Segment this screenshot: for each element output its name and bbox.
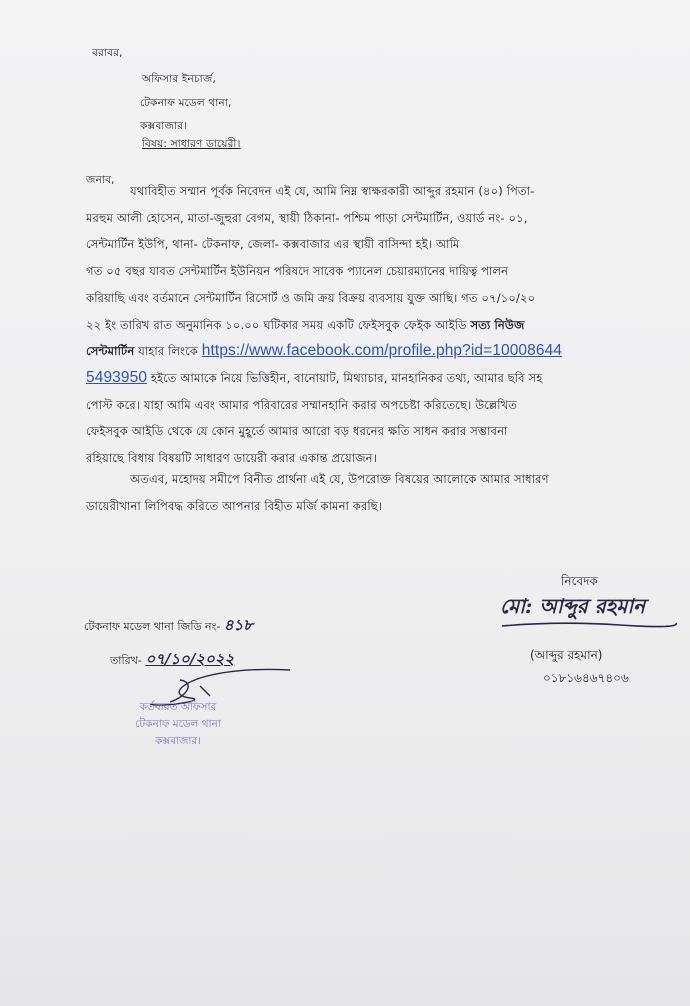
body-line: গত ০৫ বছর যাবত সেন্টমার্টিন ইউনিয়ন পরিষদে সাবেক প্যানেল চেয়ারম্যানের দায়িত্ব পালন — [86, 264, 509, 279]
gd-number: ৪১৮ — [223, 616, 254, 634]
body-line — [86, 338, 652, 365]
body-text: যাহার লিংকে — [134, 344, 202, 359]
salutation: বরাবর, — [92, 47, 123, 59]
body-line — [86, 312, 652, 339]
signature-label: নিবেদক — [561, 574, 598, 588]
recipient-line-1: অফিসার ইনচার্জ, — [142, 73, 217, 85]
stamp-line: টেকনাফ মডেল থানা — [135, 718, 221, 730]
body-line: মরহুম আলী হোসেন, মাতা-জুহুরা বেগম, স্থায়ী ঠিকানা- পশ্চিম পাড়া সেন্টমার্টিন, ওয়ার্ড নং- ০১, — [86, 210, 528, 225]
body-line: করিয়াছি এবং বর্তমানে সেন্টমার্টিন রিসোর্ট ও জমি ক্রয় বিক্রয় ব্যবসায় যুক্ত আছি। গত ০৭/১০/২০ — [86, 290, 536, 305]
body-line: যথাবিহীত সম্মান পূর্বক নিবেদন এই যে, আমি নিম্ন স্বাক্ষরকারী আব্দুর রহমান (৪০) পিতা- — [130, 184, 535, 198]
body-line: পোস্ট করে। যাহা আমি এবং আমার পরিবারের সম্মানহানি করার অপচেষ্টা করিতেছে। উল্লেখিত — [86, 397, 518, 412]
gd-date: ০৭/১০/২০২২ — [145, 650, 235, 668]
signature-stroke — [500, 620, 680, 630]
body-line: সেন্টমার্টিন ইউপি, থানা- টেকনাফ, জেলা- কক্সবাজার এর স্থায়ী বাসিন্দা হই। আমি — [86, 237, 460, 252]
subject-line: বিষয়: সাধারণ ডায়েরী। — [142, 138, 241, 150]
facebook-profile-link-cont[interactable]: 5493950 — [86, 368, 148, 386]
handwritten-signature: মো: আব্দুর রহমান — [500, 594, 646, 618]
closing-line: অতএব, মহোদয় সমীপে বিনীত প্রার্থনা এই যে, উপরোক্ত বিষয়ের আলোকে আমার সাধারণ — [130, 472, 549, 486]
officer-stamp — [104, 699, 252, 750]
closing-paragraph — [86, 466, 652, 519]
date-label: তারিখ- — [110, 654, 142, 667]
closing-line: ডায়েরীখানা লিপিবদ্ধ করিতে আপনার বিহীত মর্জি কামনা করছি। — [86, 498, 383, 513]
body-line: ফেইসবুক আইডি থেকে যে কোন মুহূর্তে আমার আরো বড় ধরনের ক্ষতি সাধন করার সম্ভাবনা — [86, 424, 508, 439]
recipient-line-3: কক্সবাজার। — [140, 120, 188, 132]
body-line: রহিয়াছে বিধায় বিষয়টি সাধারণ ডায়েরী করার একান্ত প্রয়োজন। — [86, 451, 377, 466]
signer-name: (আব্দুর রহমান) — [530, 648, 603, 662]
gd-label: টেকনাফ মডেল থানা জিডি নং- — [84, 620, 221, 633]
stamp-line: কর্তব্যরত অফিসার — [139, 701, 217, 713]
facebook-profile-link[interactable]: https://www.facebook.com/profile.php?id=10008644 — [201, 342, 563, 360]
gd-number-line — [84, 614, 253, 639]
signer-phone: ০১৮১৬৪৬৭৪০৬ — [543, 671, 629, 685]
greeting: জনাব, — [86, 174, 115, 186]
letter-body — [86, 178, 652, 472]
recipient-line-2: টেকনাফ মডেল থানা, — [140, 97, 232, 109]
body-text: হইতে আমাকে নিয়ে ভিত্তিহীন, বানোয়াট, মিথ্যাচার, মানহানিকর তথ্য, আমার ছবি সহ — [147, 370, 543, 385]
facebook-page-name: সত্য নিউজ — [470, 317, 525, 332]
facebook-page-name-cont: সেন্টমার্টিন — [86, 344, 135, 359]
body-text: ২২ ইং তারিখ রাত অনুমানিক ১০.০০ ঘটিকার সময় একটি ফেইসবুক ফেইক আইডি — [86, 317, 471, 332]
stamp-line: কক্সবাজার। — [155, 735, 201, 747]
body-line — [86, 365, 652, 392]
